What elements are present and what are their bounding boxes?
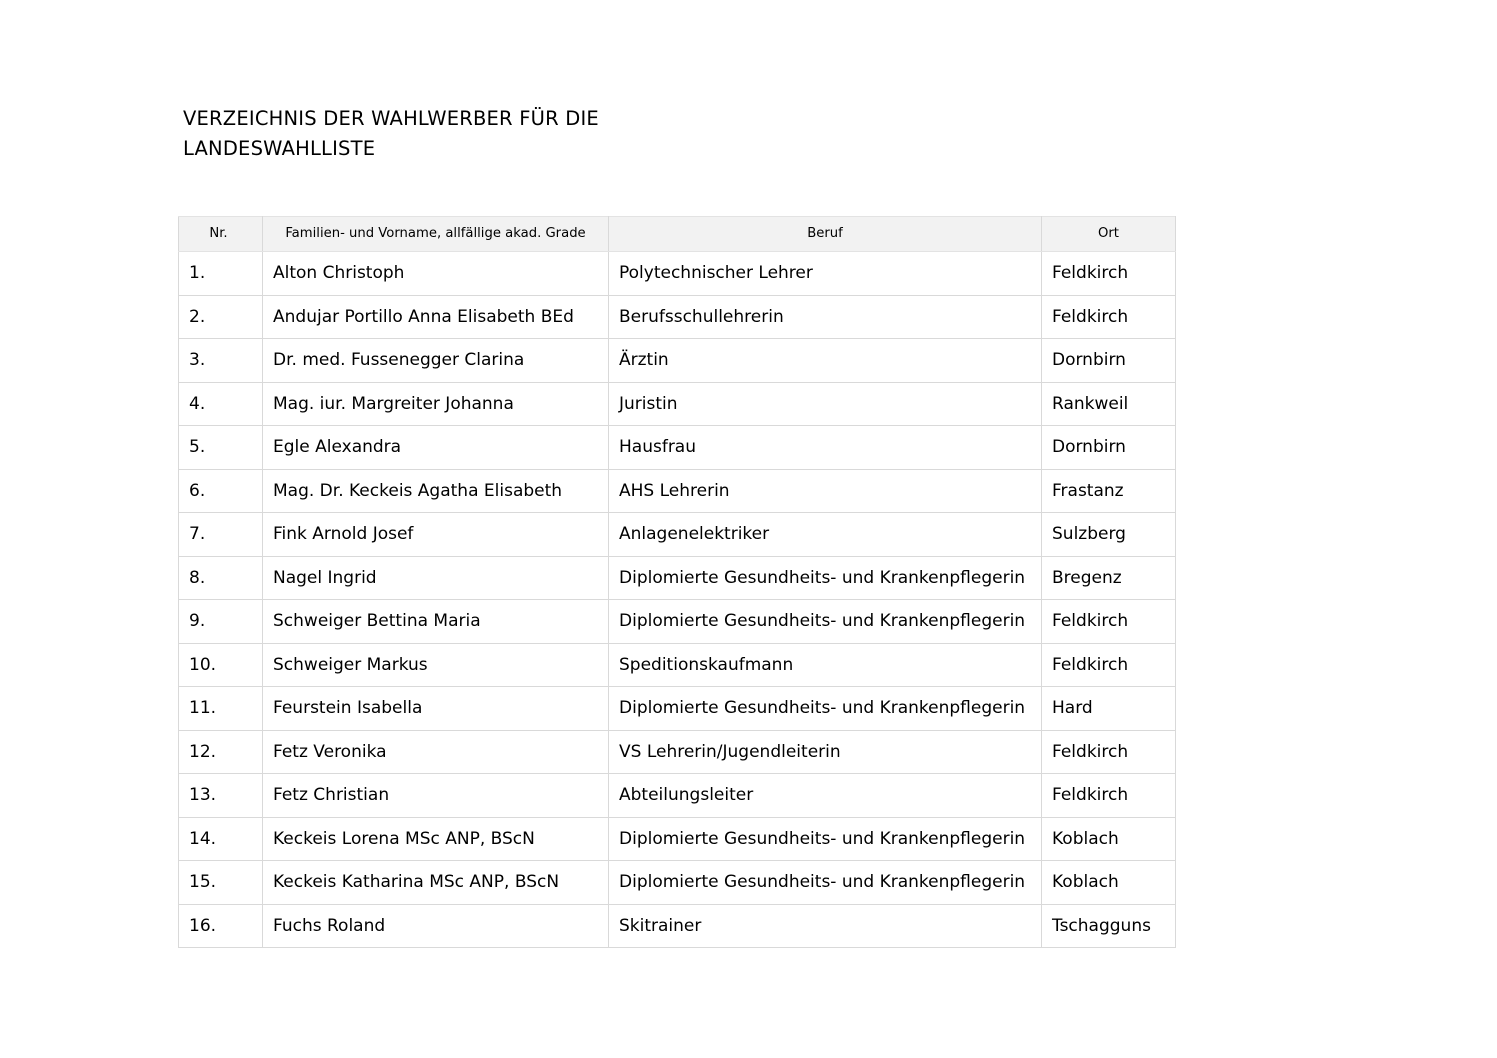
cell-occupation: Diplomierte Gesundheits- und Krankenpflegerin [609,600,1042,644]
table-row [179,469,1176,513]
cell-number: 1. [179,252,263,296]
table-row [179,426,1176,470]
table-row [179,774,1176,818]
table-row [179,513,1176,557]
cell-number: 16. [179,904,263,948]
cell-occupation: Berufsschullehrerin [609,295,1042,339]
cell-name: Fetz Christian [263,774,609,818]
cell-name: Mag. iur. Margreiter Johanna [263,382,609,426]
cell-occupation: Diplomierte Gesundheits- und Krankenpflegerin [609,556,1042,600]
cell-name: Keckeis Lorena MSc ANP, BScN [263,817,609,861]
cell-location: Hard [1042,687,1176,731]
column-header-beruf: Beruf [609,217,1042,252]
cell-occupation: Speditionskaufmann [609,643,1042,687]
cell-name: Keckeis Katharina MSc ANP, BScN [263,861,609,905]
cell-number: 13. [179,774,263,818]
cell-location: Feldkirch [1042,643,1176,687]
cell-location: Feldkirch [1042,600,1176,644]
cell-occupation: Diplomierte Gesundheits- und Krankenpflegerin [609,687,1042,731]
cell-number: 6. [179,469,263,513]
cell-name: Fetz Veronika [263,730,609,774]
cell-occupation: Diplomierte Gesundheits- und Krankenpflegerin [609,861,1042,905]
cell-occupation: Abteilungsleiter [609,774,1042,818]
cell-occupation: Ärztin [609,339,1042,383]
cell-location: Rankweil [1042,382,1176,426]
page-title-line-1: VERZEICHNIS DER WAHLWERBER FÜR DIE [183,107,599,130]
table-row [179,817,1176,861]
candidates-table [178,216,1176,948]
cell-location: Bregenz [1042,556,1176,600]
cell-number: 15. [179,861,263,905]
cell-location: Dornbirn [1042,426,1176,470]
cell-number: 5. [179,426,263,470]
cell-name: Feurstein Isabella [263,687,609,731]
table-row [179,687,1176,731]
column-header-nr: Nr. [179,217,263,252]
cell-location: Tschagguns [1042,904,1176,948]
cell-number: 2. [179,295,263,339]
cell-name: Dr. med. Fussenegger Clarina [263,339,609,383]
page-title-line-2: LANDESWAHLLISTE [183,137,376,160]
table-row [179,861,1176,905]
cell-occupation: VS Lehrerin/Jugendleiterin [609,730,1042,774]
table-row [179,382,1176,426]
cell-occupation: Skitrainer [609,904,1042,948]
cell-number: 4. [179,382,263,426]
cell-occupation: AHS Lehrerin [609,469,1042,513]
cell-name: Alton Christoph [263,252,609,296]
cell-name: Andujar Portillo Anna Elisabeth BEd [263,295,609,339]
cell-occupation: Polytechnischer Lehrer [609,252,1042,296]
cell-name: Schweiger Markus [263,643,609,687]
page-title [183,104,1083,164]
cell-location: Feldkirch [1042,295,1176,339]
cell-occupation: Diplomierte Gesundheits- und Krankenpflegerin [609,817,1042,861]
cell-location: Feldkirch [1042,252,1176,296]
cell-occupation: Hausfrau [609,426,1042,470]
cell-number: 3. [179,339,263,383]
cell-name: Fink Arnold Josef [263,513,609,557]
cell-location: Koblach [1042,861,1176,905]
cell-location: Dornbirn [1042,339,1176,383]
table-row [179,730,1176,774]
table-row [179,556,1176,600]
cell-location: Koblach [1042,817,1176,861]
cell-name: Schweiger Bettina Maria [263,600,609,644]
cell-occupation: Juristin [609,382,1042,426]
column-header-name: Familien- und Vorname, allfällige akad. Grade [263,217,609,252]
cell-location: Feldkirch [1042,730,1176,774]
cell-name: Egle Alexandra [263,426,609,470]
table-row [179,600,1176,644]
cell-number: 10. [179,643,263,687]
table-row [179,252,1176,296]
cell-location: Frastanz [1042,469,1176,513]
cell-name: Mag. Dr. Keckeis Agatha Elisabeth [263,469,609,513]
cell-number: 9. [179,600,263,644]
table-body [179,252,1176,948]
table-row [179,339,1176,383]
cell-number: 7. [179,513,263,557]
cell-location: Sulzberg [1042,513,1176,557]
cell-name: Nagel Ingrid [263,556,609,600]
cell-number: 11. [179,687,263,731]
table-row [179,295,1176,339]
cell-name: Fuchs Roland [263,904,609,948]
column-header-ort: Ort [1042,217,1176,252]
cell-number: 14. [179,817,263,861]
cell-number: 8. [179,556,263,600]
cell-location: Feldkirch [1042,774,1176,818]
table-header-row [179,217,1176,252]
candidates-table-container [178,216,1175,948]
table-header [179,217,1176,252]
cell-number: 12. [179,730,263,774]
cell-occupation: Anlagenelektriker [609,513,1042,557]
table-row [179,643,1176,687]
table-row [179,904,1176,948]
